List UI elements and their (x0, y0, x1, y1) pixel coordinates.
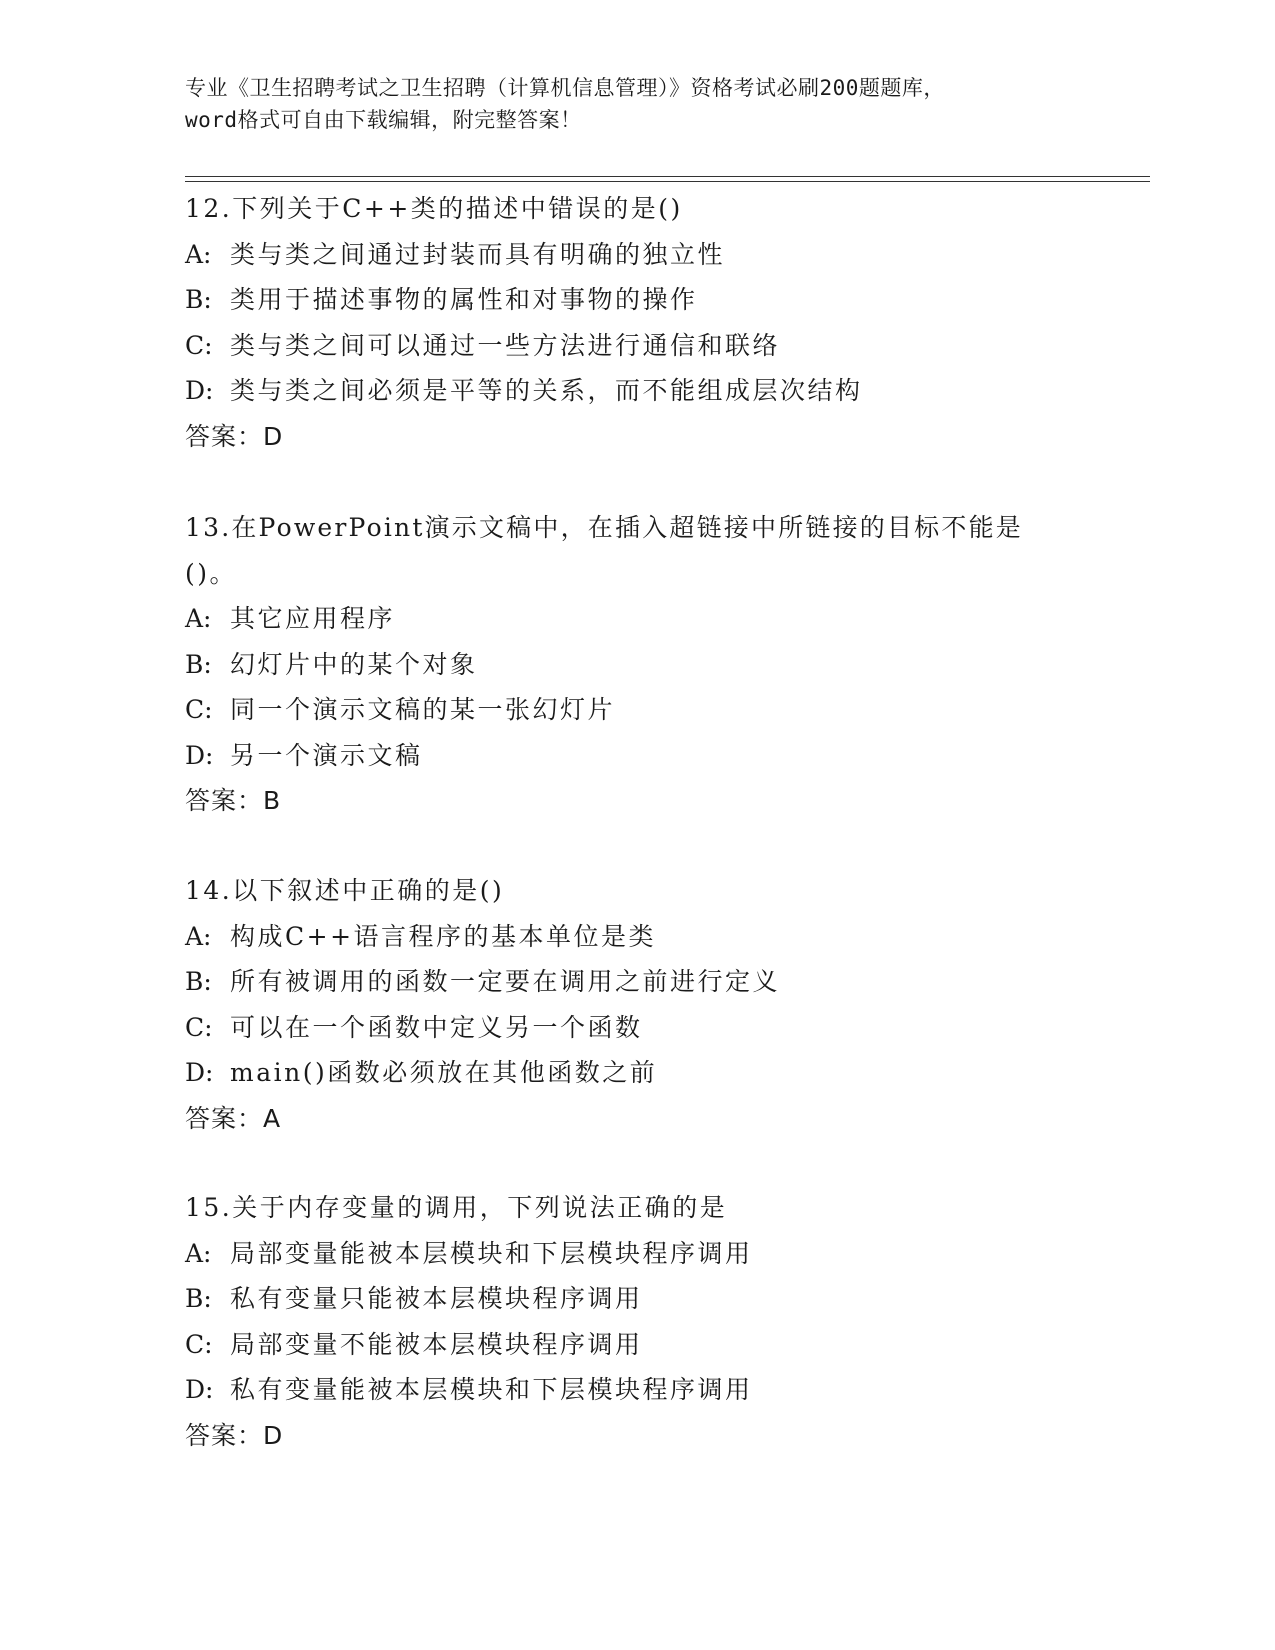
option-letter: D: (185, 1375, 214, 1404)
option-a (185, 596, 1065, 642)
option-d (185, 733, 1065, 779)
option-a (185, 914, 1065, 960)
option-d (185, 368, 1065, 414)
option-letter: C: (185, 1329, 213, 1359)
answer-label: 答案：D (185, 1420, 284, 1450)
header-line-1: 专业《卫生招聘考试之卫生招聘（计算机信息管理）》资格考试必刷200题题库， (185, 76, 945, 100)
option-letter: A: (185, 921, 212, 951)
option-text: 私有变量能被本层模块和下层模块程序调用 (230, 1375, 753, 1404)
question-stem-continuation: ()。 (185, 558, 238, 588)
question-stem: 15.关于内存变量的调用，下列说法正确的是 (185, 1193, 728, 1222)
question-stem: 12.下列关于C++类的描述中错误的是() (185, 194, 683, 223)
option-text: 私有变量只能被本层模块程序调用 (230, 1284, 643, 1313)
option-text: 局部变量不能被本层模块程序调用 (230, 1329, 643, 1359)
option-text: 构成C++语言程序的基本单位是类 (230, 921, 657, 951)
option-letter: B: (185, 1284, 212, 1313)
question-13 (185, 505, 1065, 824)
question-14 (185, 868, 1065, 1141)
question-12 (185, 186, 1065, 459)
option-c (185, 687, 1065, 733)
option-text: 可以在一个函数中定义另一个函数 (230, 1012, 643, 1042)
option-letter: B: (185, 967, 212, 996)
option-b (185, 277, 1065, 323)
option-text: 类与类之间必须是平等的关系，而不能组成层次结构 (230, 376, 863, 405)
header-divider-bottom (185, 181, 1150, 182)
question-stem: 14.以下叙述中正确的是() (185, 876, 505, 905)
option-text: 类与类之间可以通过一些方法进行通信和联络 (230, 330, 781, 360)
option-letter: C: (185, 330, 213, 360)
header-line-2: word格式可自由下载编辑，附完整答案！ (185, 108, 582, 132)
option-d (185, 1367, 1065, 1413)
option-b (185, 642, 1065, 688)
option-b (185, 1276, 1065, 1322)
option-text: 幻灯片中的某个对象 (230, 649, 478, 679)
option-c (185, 1005, 1065, 1051)
question-stem: 13.在PowerPoint演示文稿中，在插入超链接中所链接的目标不能是 (185, 513, 1023, 542)
option-letter: C: (185, 1012, 213, 1042)
option-letter: A: (185, 1238, 212, 1268)
answer-label: 答案：A (185, 1103, 282, 1133)
option-text: 同一个演示文稿的某一张幻灯片 (230, 695, 616, 724)
option-text: 类与类之间通过封装而具有明确的独立性 (230, 239, 726, 269)
option-c (185, 1322, 1065, 1368)
option-a (185, 1231, 1065, 1277)
option-letter: D: (185, 740, 214, 770)
option-text: 局部变量能被本层模块和下层模块程序调用 (230, 1238, 753, 1268)
option-letter: A: (185, 239, 212, 269)
option-letter: D: (185, 376, 214, 405)
answer-label: 答案：D (185, 421, 284, 451)
option-text: main()函数必须放在其他函数之前 (230, 1058, 658, 1087)
option-letter: B: (185, 285, 212, 314)
option-text: 所有被调用的函数一定要在调用之前进行定义 (230, 967, 781, 996)
option-letter: B: (185, 649, 212, 679)
option-text: 其它应用程序 (230, 604, 396, 633)
option-b (185, 959, 1065, 1005)
answer-label: 答案：B (185, 786, 282, 815)
option-a (185, 232, 1065, 278)
option-d (185, 1050, 1065, 1096)
option-text: 类用于描述事物的属性和对事物的操作 (230, 285, 698, 314)
option-letter: C: (185, 695, 213, 724)
option-letter: A: (185, 604, 212, 633)
header-note (185, 72, 1085, 136)
option-c (185, 323, 1065, 369)
header-divider-top (185, 176, 1150, 177)
option-letter: D: (185, 1058, 214, 1087)
option-text: 另一个演示文稿 (230, 740, 423, 770)
question-15 (185, 1185, 1065, 1458)
